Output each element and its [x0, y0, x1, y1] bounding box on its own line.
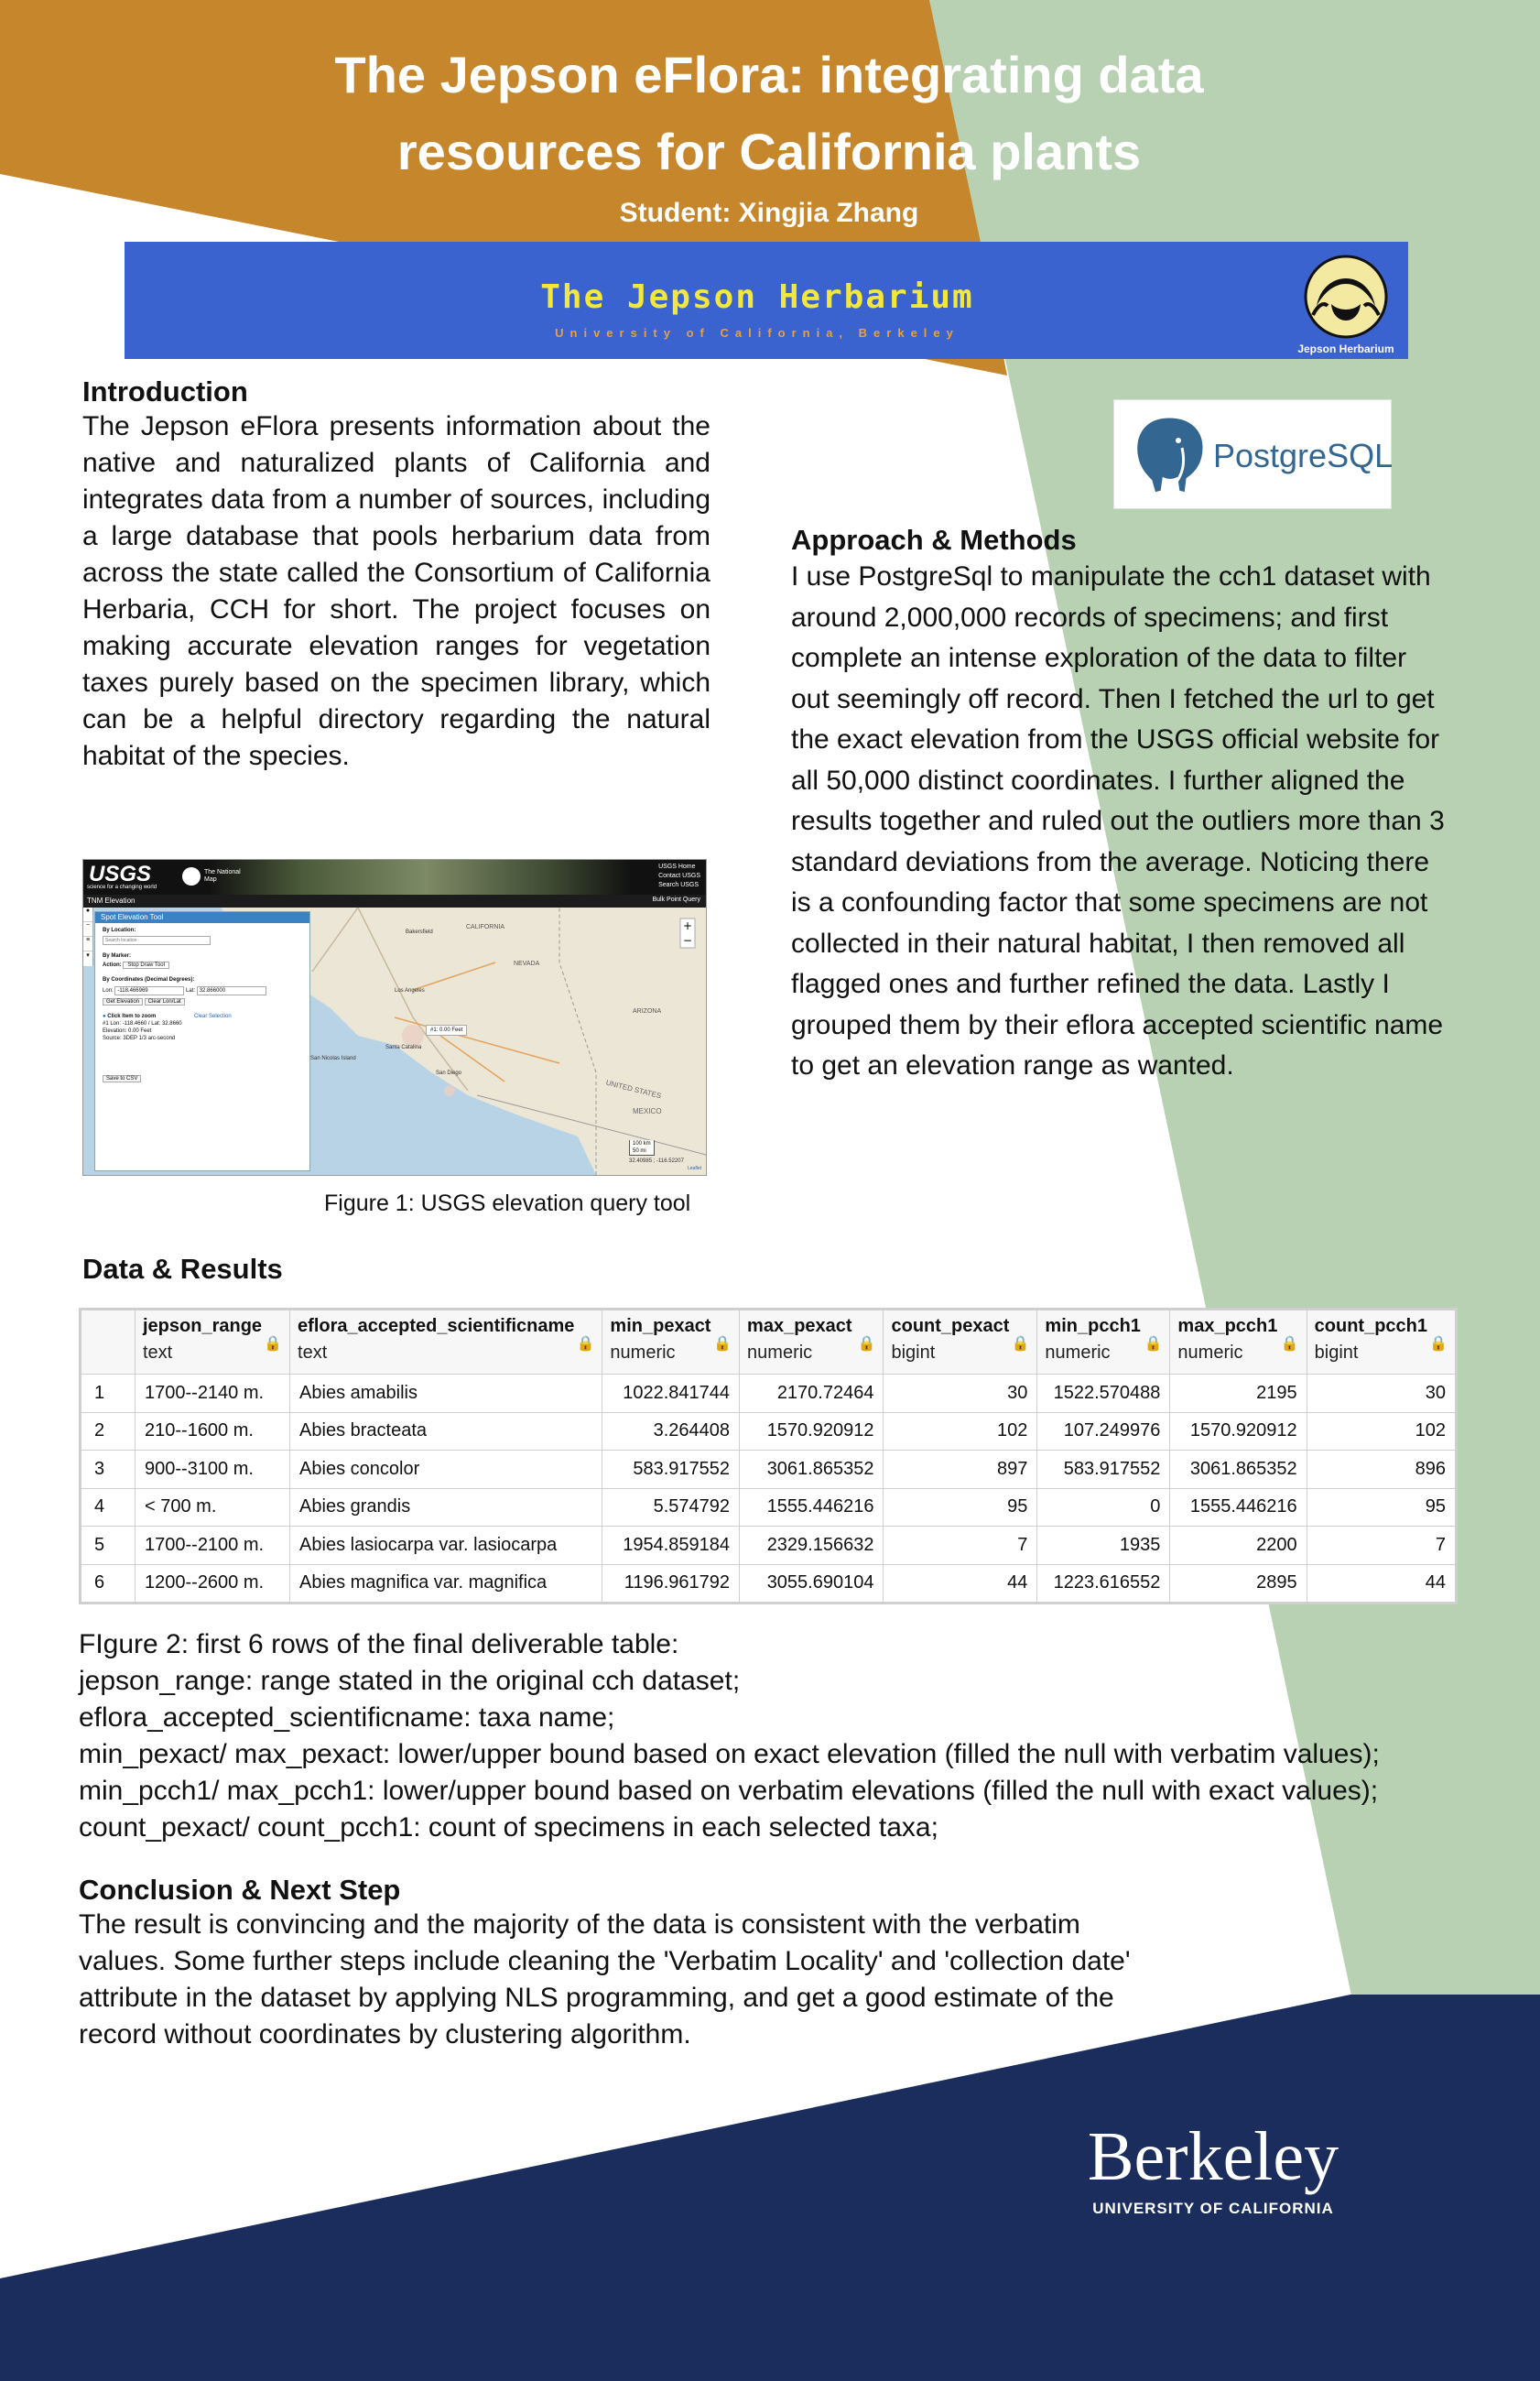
- column-header-count-pexact[interactable]: [884, 1310, 1037, 1375]
- click-zoom-label: Click Item to zoom: [107, 1014, 157, 1019]
- map-label-la: Los Angeles: [395, 988, 425, 994]
- postgresql-logo: [1113, 399, 1392, 509]
- map-popup: #1: 0.00 Feet: [426, 1025, 467, 1036]
- table-cell[interactable]: Abies lasiocarpa var. lasiocarpa: [290, 1527, 602, 1565]
- national-map-icon: [182, 867, 201, 886]
- usgs-tagline: science for a changing world: [87, 885, 157, 890]
- table-cell[interactable]: 4: [81, 1488, 136, 1527]
- lat-input[interactable]: 32.866000: [197, 986, 266, 995]
- title-line-2: resources for California plants: [396, 123, 1142, 180]
- usgs-header: [83, 860, 706, 895]
- leaflet-credit[interactable]: Leaflet: [688, 1166, 702, 1171]
- column-type: numeric: [1045, 1343, 1111, 1363]
- column-name: min_pcch1: [1045, 1316, 1141, 1336]
- conclusion-line: values. Some further steps include cleaning the 'Verbatim Locality' and 'collection date': [79, 1946, 1131, 1976]
- table-cell[interactable]: 95: [884, 1488, 1037, 1527]
- map-label-nevada: NEVADA: [514, 961, 540, 967]
- result-line-1[interactable]: #1 Lon: -118.4660 / Lat: 32.8660: [103, 1021, 182, 1027]
- table-cell[interactable]: 1: [81, 1375, 136, 1413]
- introduction-body: The Jepson eFlora presents information about the native and naturalized plants of California and integrates data from a number of sources, including a large database that pools herbarium data from across the state called the Consortium of California Herbaria, CCH for short. The project focuses on making accurate elevation ranges for vegetation taxes purely based on the specimen library, which can be a helpful directory regarding the natural habitat of the species.: [82, 411, 710, 771]
- figure2-caption: [79, 1626, 1525, 1846]
- table-cell[interactable]: 3061.865352: [1170, 1451, 1307, 1489]
- figure1-caption: Figure 1: USGS elevation query tool: [324, 1190, 691, 1216]
- table-cell[interactable]: 102: [1307, 1412, 1455, 1451]
- title-line-1: The Jepson eFlora: integrating data: [334, 46, 1204, 103]
- column-header-count-pcch1[interactable]: [1307, 1310, 1455, 1375]
- lock-icon: 🔒: [713, 1336, 732, 1352]
- table-cell[interactable]: 1555.446216: [740, 1488, 884, 1527]
- results-heading: Data & Results: [82, 1253, 283, 1285]
- table-cell[interactable]: Abies concolor: [290, 1451, 602, 1489]
- app-bar: [83, 895, 706, 908]
- figure2-line: min_pcch1/ max_pcch1: lower/upper bound based on verbatim elevations (filled the null with exact values);: [79, 1776, 1379, 1806]
- table-row[interactable]: [81, 1412, 1456, 1451]
- contact-usgs-link[interactable]: Contact USGS: [658, 873, 700, 879]
- table-cell[interactable]: 0: [1037, 1488, 1170, 1527]
- table-cell[interactable]: 1223.616552: [1037, 1564, 1170, 1603]
- column-header-min-pcch1[interactable]: [1037, 1310, 1170, 1375]
- introduction-section: [82, 375, 710, 775]
- table-cell[interactable]: Abies bracteata: [290, 1412, 602, 1451]
- table-cell[interactable]: 5: [81, 1527, 136, 1565]
- map-label-arizona: ARIZONA: [633, 1008, 662, 1015]
- layers-tool-icon[interactable]: ≡: [83, 937, 92, 951]
- berkeley-logo: [1062, 2106, 1364, 2244]
- berkeley-subtitle: UNIVERSITY OF CALIFORNIA: [1092, 2200, 1334, 2217]
- scale-mi: 50 mi: [633, 1148, 646, 1154]
- conclusion-line: record without coordinates by clustering algorithm.: [79, 2019, 691, 2049]
- poster-title: [137, 37, 1401, 190]
- introduction-heading: Introduction: [82, 375, 248, 408]
- column-name: max_pcch1: [1177, 1316, 1278, 1336]
- lon-input[interactable]: -118.466969: [114, 986, 184, 995]
- approach-heading: Approach & Methods: [791, 524, 1077, 556]
- clear-selection-link[interactable]: Clear Selection: [193, 1014, 232, 1019]
- column-type: bigint: [891, 1343, 936, 1363]
- table-cell[interactable]: 3.264408: [602, 1412, 740, 1451]
- table-cell[interactable]: 1935: [1037, 1527, 1170, 1565]
- column-header-jepson-range[interactable]: [136, 1310, 290, 1375]
- table-cell[interactable]: 1570.920912: [740, 1412, 884, 1451]
- profile-tool-icon[interactable]: ~: [83, 922, 92, 937]
- table-cell[interactable]: Abies magnifica var. magnifica: [290, 1564, 602, 1603]
- table-cell[interactable]: 3055.690104: [740, 1564, 884, 1603]
- lock-icon: 🔒: [1280, 1336, 1299, 1352]
- table-row[interactable]: [81, 1375, 1456, 1413]
- results-table-screenshot: [79, 1308, 1458, 1604]
- figure2-line: jepson_range: range stated in the original cch dataset;: [79, 1666, 741, 1696]
- location-search-input[interactable]: [103, 936, 211, 945]
- figure2-line: FIgure 2: first 6 rows of the final deliverable table:: [79, 1629, 679, 1659]
- spot-elevation-panel: [94, 911, 310, 1171]
- table-cell[interactable]: Abies grandis: [290, 1488, 602, 1527]
- figure2-line: count_pexact/ count_pcch1: count of specimens in each selected taxa;: [79, 1812, 938, 1843]
- national-map-label: The National Map: [204, 869, 241, 883]
- table-row[interactable]: [81, 1564, 1456, 1603]
- table-cell[interactable]: 2170.72464: [740, 1375, 884, 1413]
- lock-icon: 🔒: [857, 1336, 876, 1352]
- info-icon: ●: [103, 1014, 106, 1019]
- conclusion-line: The result is convincing and the majority of the data is consistent with the verbatim: [79, 1909, 1080, 1940]
- table-cell[interactable]: 3061.865352: [740, 1451, 884, 1489]
- table-cell[interactable]: 2329.156632: [740, 1527, 884, 1565]
- save-csv-button[interactable]: Save to CSV: [103, 1075, 141, 1082]
- pin-tool-icon[interactable]: ▾: [86, 952, 90, 959]
- map-label-bakersfield: Bakersfield: [406, 930, 433, 935]
- table-cell[interactable]: 583.917552: [1037, 1451, 1170, 1489]
- table-cell[interactable]: Abies amabilis: [290, 1375, 602, 1413]
- table-cell[interactable]: 30: [1307, 1375, 1455, 1413]
- lat-label: Lat:: [186, 988, 196, 994]
- conclusion-section: [79, 1874, 1269, 2053]
- map-label-california: CALIFORNIA: [466, 924, 505, 930]
- svg-text:−: −: [682, 934, 693, 947]
- table-cell[interactable]: 1196.961792: [602, 1564, 740, 1603]
- column-type: numeric: [1177, 1343, 1243, 1363]
- table-cell[interactable]: 95: [1307, 1488, 1455, 1527]
- table-cell[interactable]: 1570.920912: [1170, 1412, 1307, 1451]
- column-name: count_pcch1: [1314, 1316, 1427, 1336]
- column-name: max_pexact: [747, 1316, 852, 1336]
- lon-label: Lon:: [103, 988, 114, 994]
- elephant-icon: [1127, 411, 1211, 497]
- map-label-catalina: Santa Catalina: [385, 1045, 422, 1050]
- table-cell[interactable]: 897: [884, 1451, 1037, 1489]
- result-line-2: Elevation: 0.00 Feet: [103, 1028, 152, 1034]
- table-cell[interactable]: 5.574792: [602, 1488, 740, 1527]
- map-scale: [629, 1140, 655, 1156]
- column-name: jepson_range: [143, 1316, 263, 1336]
- table-cell[interactable]: 3: [81, 1451, 136, 1489]
- table-cell[interactable]: 1555.446216: [1170, 1488, 1307, 1527]
- table-cell[interactable]: 1022.841744: [602, 1375, 740, 1413]
- column-header-max-pexact[interactable]: [740, 1310, 884, 1375]
- approach-body: I use PostgreSql to manipulate the cch1 dataset with around 2,000,000 records of specimens; and first complete an intense exploration of the data to filter out seemingly off record. Then I fetched the url to get the exact elevation from the USGS official website for all 50,000 distinct coordinates. I further aligned the results together and ruled out the outliers more than 3 standard deviations from the average. Noticing there is a confounding factor that some specimens are not collected in their natural habitat, I then removed all flagged ones and further refined the data. Lastly I grouped them by their eflora accepted scientific name to get an elevation range as wanted.: [791, 561, 1445, 1081]
- herbarium-logo-icon: [1296, 251, 1395, 353]
- figure2-line: eflora_accepted_scientificname: taxa name;: [79, 1702, 615, 1733]
- results-table: [81, 1310, 1456, 1603]
- table-cell[interactable]: 2195: [1170, 1375, 1307, 1413]
- action-label: Action:: [103, 962, 122, 968]
- conclusion-heading: Conclusion & Next Step: [79, 1874, 401, 1906]
- table-cell[interactable]: 6: [81, 1564, 136, 1603]
- table-cell[interactable]: 107.249976: [1037, 1412, 1170, 1451]
- table-cell[interactable]: 210--1600 m.: [136, 1412, 290, 1451]
- by-location-label: By Location:: [103, 928, 136, 933]
- approach-section: [791, 524, 1450, 1087]
- column-type: numeric: [610, 1343, 676, 1363]
- column-type: bigint: [1314, 1343, 1359, 1363]
- svg-text:+: +: [682, 919, 693, 932]
- banner-subtitle: University of California, Berkeley: [555, 326, 960, 340]
- search-usgs-link[interactable]: Search USGS: [658, 882, 700, 888]
- table-cell[interactable]: 102: [884, 1412, 1037, 1451]
- column-header-max-pcch1[interactable]: [1170, 1310, 1307, 1375]
- lock-icon: 🔒: [1011, 1336, 1030, 1352]
- table-cell[interactable]: 583.917552: [602, 1451, 740, 1489]
- table-cell[interactable]: 30: [884, 1375, 1037, 1413]
- usgs-home-link[interactable]: USGS Home: [658, 864, 696, 870]
- table-row[interactable]: [81, 1527, 1456, 1565]
- header-row: [81, 1310, 1456, 1375]
- column-type: numeric: [747, 1343, 813, 1363]
- table-cell[interactable]: 7: [884, 1527, 1037, 1565]
- usgs-links: [658, 863, 700, 890]
- banner-title: The Jepson Herbarium: [540, 278, 974, 316]
- bulk-query-link[interactable]: Bulk Point Query: [652, 897, 700, 903]
- result-line-3: Source: 3DEP 1/3 arc-second: [103, 1036, 176, 1041]
- column-header-min-pexact[interactable]: [602, 1310, 740, 1375]
- by-marker-label: By Marker:: [103, 953, 132, 959]
- tool-strip: [83, 908, 93, 966]
- table-row[interactable]: [81, 1451, 1456, 1489]
- lock-icon: 🔒: [1144, 1336, 1163, 1352]
- table-cell[interactable]: 44: [1307, 1564, 1455, 1603]
- map-label-nicolas: San Nicolas Island: [310, 1056, 356, 1061]
- table-cell[interactable]: 1954.859184: [602, 1527, 740, 1565]
- panel-title: Spot Elevation Tool: [95, 912, 309, 923]
- banner-logo-label: Jepson Herbarium: [1297, 342, 1394, 355]
- berkeley-wordmark: Berkeley: [1087, 2118, 1339, 2195]
- column-header-eflora-accepted-scientificname[interactable]: [290, 1310, 602, 1375]
- map-label-mexico: MEXICO: [633, 1107, 662, 1115]
- table-cell[interactable]: 1700--2100 m.: [136, 1527, 290, 1565]
- map-label-us: UNITED STATES: [604, 1078, 663, 1101]
- get-elevation-button[interactable]: Get Elevation: [103, 998, 143, 1006]
- table-cell[interactable]: 2895: [1170, 1564, 1307, 1603]
- lock-icon: 🔒: [576, 1336, 595, 1352]
- table-cell[interactable]: < 700 m.: [136, 1488, 290, 1527]
- usgs-logo: USGS: [89, 862, 152, 886]
- table-cell[interactable]: 44: [884, 1564, 1037, 1603]
- usgs-screenshot: [82, 859, 707, 1176]
- table-body: [81, 1375, 1456, 1603]
- table-cell[interactable]: 900--3100 m.: [136, 1451, 290, 1489]
- lock-icon: 🔒: [1429, 1336, 1448, 1352]
- table-cell[interactable]: 2: [81, 1412, 136, 1451]
- table-cell[interactable]: 1200--2600 m.: [136, 1564, 290, 1603]
- column-type: text: [298, 1343, 328, 1363]
- by-coords-label: By Coordinates (Decimal Degrees):: [103, 977, 195, 983]
- student-name: Student: Xingjia Zhang: [619, 198, 919, 228]
- lock-icon: 🔒: [264, 1336, 283, 1352]
- app-title: TNM Elevation: [87, 897, 136, 905]
- column-name: min_pexact: [610, 1316, 711, 1336]
- action-select[interactable]: Stop Draw Tool: [123, 962, 169, 969]
- scale-km: 100 km: [633, 1141, 651, 1147]
- column-type: text: [143, 1343, 173, 1363]
- table-cell[interactable]: 1700--2140 m.: [136, 1375, 290, 1413]
- table-cell[interactable]: 7: [1307, 1527, 1455, 1565]
- postgresql-wordmark: PostgreSQL: [1213, 437, 1394, 474]
- header-index: [81, 1310, 136, 1375]
- figure2-line: min_pexact/ max_pexact: lower/upper bound based on exact elevation (filled the null with verbatim values);: [79, 1739, 1380, 1769]
- coords-readout: 32.40985 ; -116.52207: [629, 1158, 684, 1164]
- clear-lonlat-button[interactable]: Clear Lon/Lat: [145, 998, 185, 1006]
- column-name: eflora_accepted_scientificname: [298, 1316, 575, 1336]
- table-row[interactable]: [81, 1488, 1456, 1527]
- column-name: count_pexact: [891, 1316, 1010, 1336]
- table-cell[interactable]: 896: [1307, 1451, 1455, 1489]
- map-label-sd: San Diego: [436, 1071, 462, 1076]
- conclusion-line: attribute in the dataset by applying NLS programming, and get a good estimate of the: [79, 1983, 1114, 2013]
- jepson-herbarium-banner: [125, 242, 1408, 359]
- marker-tool-icon[interactable]: ●: [83, 908, 92, 922]
- table-cell[interactable]: 2200: [1170, 1527, 1307, 1565]
- table-cell[interactable]: 1522.570488: [1037, 1375, 1170, 1413]
